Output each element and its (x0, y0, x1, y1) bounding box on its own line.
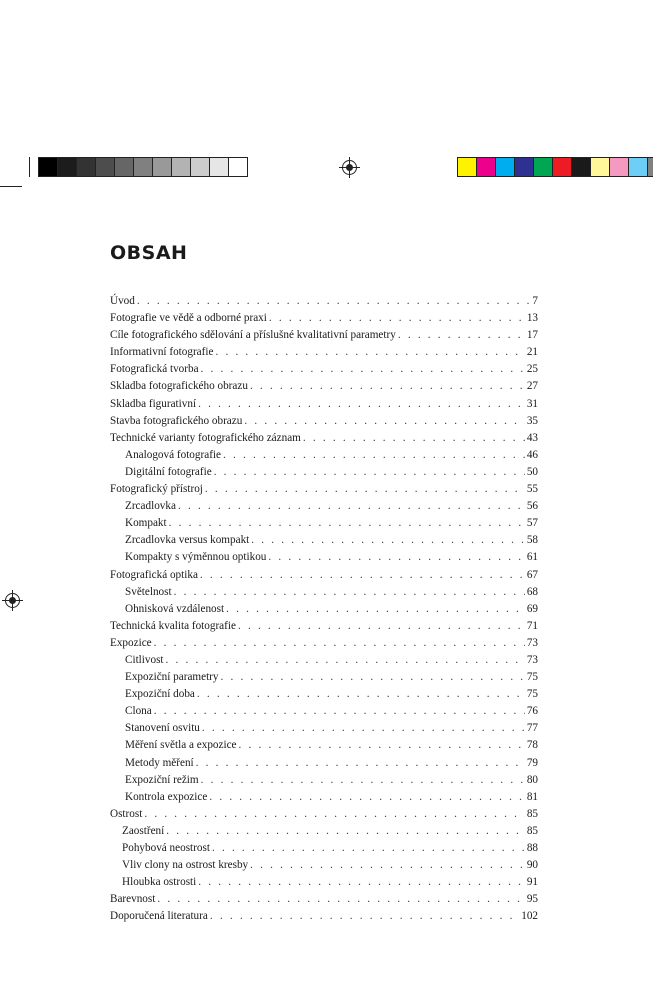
toc-entry (110, 910, 538, 927)
toc-entry (110, 859, 538, 876)
toc-entry-title: Vliv clony na ostrost kresby (122, 859, 249, 872)
toc-leader-dots (154, 705, 525, 717)
toc-entry-title: Měření světla a expozice (125, 739, 237, 752)
toc-entry-title: Technická kvalita fotografie (110, 619, 236, 632)
toc-entry-title: Stanovení osvitu (125, 722, 200, 735)
toc-entry (110, 825, 538, 842)
toc-entry-page: 21 (526, 346, 538, 359)
toc-leader-dots (244, 415, 524, 427)
toc-entry (110, 346, 538, 363)
toc-entry-page: 43 (526, 431, 538, 444)
toc-entry-page: 102 (521, 910, 538, 923)
toc-entry (110, 808, 538, 825)
toc-leader-dots (251, 534, 525, 546)
registration-mark-icon (5, 593, 20, 608)
toc-entry-title: Zrcadlovka versus kompakt (125, 534, 250, 547)
calibration-swatch (514, 157, 534, 177)
toc-leader-dots (201, 363, 525, 375)
toc-entry-page: 76 (526, 705, 538, 718)
toc-leader-dots (200, 569, 525, 581)
toc-leader-dots (174, 586, 525, 598)
toc-entry-title: Světelnost (125, 585, 172, 598)
toc-entry-title: Expoziční doba (125, 688, 195, 701)
toc-entry (110, 398, 538, 415)
toc-entry-title: Zrcadlovka (125, 500, 176, 513)
crop-mark-vertical (29, 157, 30, 177)
toc-leader-dots (166, 654, 525, 666)
toc-entry-page: 58 (526, 534, 538, 547)
toc-leader-dots (223, 449, 525, 461)
toc-leader-dots (226, 603, 525, 615)
toc-entry (110, 329, 538, 346)
toc-entry (110, 757, 538, 774)
toc-entry-page: 25 (526, 363, 538, 376)
toc-entry-title: Zaostření (122, 824, 165, 837)
toc-entry-page: 35 (526, 414, 538, 427)
toc-leader-dots (238, 620, 525, 632)
toc-entry-page: 88 (526, 842, 538, 854)
toc-entry-title: Cíle fotografického sdělování a příslušné kvalitativní parametry (110, 329, 396, 342)
calibration-swatch (476, 157, 496, 177)
calibration-swatch (95, 157, 115, 177)
toc-entry-title: Analogová fotografie (125, 448, 221, 461)
toc-leader-dots (214, 466, 525, 478)
toc-leader-dots (250, 380, 525, 392)
toc-entry-title: Expoziční parametry (125, 671, 219, 684)
calibration-swatch (114, 157, 134, 177)
toc-entry (110, 500, 538, 517)
toc-entry-title: Fotografický přístroj (110, 483, 203, 496)
toc-entry (110, 449, 538, 466)
toc-entry (110, 842, 538, 859)
toc-entry-page: 7 (532, 295, 538, 307)
toc-leader-dots (269, 312, 525, 324)
toc-entry-title: Doporučená literatura (110, 910, 208, 923)
toc-leader-dots (166, 825, 525, 837)
toc-entry (110, 705, 538, 722)
toc-entry-page: 85 (526, 807, 538, 820)
toc-entry-page: 90 (526, 859, 538, 872)
toc-entry (110, 380, 538, 397)
toc-leader-dots (144, 808, 524, 820)
toc-entry-page: 13 (526, 312, 538, 325)
toc-entry-page: 50 (526, 465, 538, 478)
calibration-swatch (571, 157, 591, 177)
toc-leader-dots (197, 688, 525, 700)
toc-entry-page: 85 (526, 824, 538, 837)
toc-leader-dots (398, 329, 525, 341)
calibration-swatch (171, 157, 191, 177)
toc-entry-title: Fotografie ve vědě a odborné praxi (110, 312, 267, 325)
toc-entry-title: Pohybová neostrost (122, 842, 210, 854)
toc-leader-dots (215, 346, 524, 358)
toc-entry (110, 637, 538, 654)
toc-entry-page: 17 (526, 329, 538, 342)
toc-leader-dots (202, 722, 525, 734)
toc-entry (110, 551, 538, 568)
toc-entry (110, 432, 538, 449)
toc-entry-title: Technické varianty fotografického záznam (110, 431, 301, 444)
toc-leader-dots (210, 910, 519, 922)
toc-entry-page: 73 (526, 653, 538, 666)
calibration-swatch (228, 157, 248, 177)
toc-entry-page: 55 (526, 483, 538, 496)
toc-entry (110, 586, 538, 603)
calibration-swatch (457, 157, 477, 177)
toc-entry-page: 61 (526, 551, 538, 564)
toc-entry (110, 534, 538, 551)
toc-entry-title: Hloubka ostrosti (122, 876, 197, 889)
toc-entry-title: Expoziční režim (125, 773, 199, 786)
toc-entry-title: Digitální fotografie (125, 465, 212, 478)
toc-leader-dots (239, 739, 525, 751)
toc-entry-title: Ostrost (110, 807, 143, 820)
toc-leader-dots (250, 859, 525, 871)
toc-entry-page: 95 (526, 893, 538, 906)
toc-entry-page: 78 (526, 739, 538, 752)
toc-entry-page: 75 (526, 671, 538, 684)
toc-entry-page: 69 (526, 602, 538, 615)
toc-entry-title: Barevnost (110, 893, 156, 906)
toc-entry-title: Ohnisková vzdálenost (125, 602, 225, 615)
table-of-contents (110, 295, 538, 927)
toc-entry-title: Fotografická tvorba (110, 363, 199, 376)
calibration-swatch (133, 157, 153, 177)
toc-entry (110, 791, 538, 808)
page-title: OBSAH (110, 242, 188, 264)
toc-entry (110, 415, 538, 432)
toc-entry (110, 312, 538, 329)
toc-entry-title: Expozice (110, 636, 152, 649)
calibration-swatch (647, 157, 653, 177)
toc-entry (110, 295, 538, 312)
toc-entry-title: Skladba figurativní (110, 397, 197, 410)
toc-leader-dots (205, 483, 525, 495)
calibration-swatch (57, 157, 77, 177)
calibration-swatch (38, 157, 58, 177)
toc-leader-dots (212, 842, 525, 854)
toc-entry-page: 79 (526, 756, 538, 769)
toc-leader-dots (178, 500, 525, 512)
toc-entry-title: Stavba fotografického obrazu (110, 414, 243, 427)
toc-entry-page: 77 (526, 722, 538, 735)
toc-entry-title: Kompakt (125, 517, 167, 530)
toc-entry-title: Skladba fotografického obrazu (110, 380, 248, 393)
toc-entry-page: 80 (526, 773, 538, 786)
toc-entry-title: Kompakty s výměnnou optikou (125, 551, 267, 564)
toc-entry (110, 620, 538, 637)
calibration-swatch (152, 157, 172, 177)
toc-entry-page: 73 (526, 636, 538, 649)
calibration-swatch (590, 157, 610, 177)
toc-entry (110, 363, 538, 380)
toc-leader-dots (169, 517, 525, 529)
toc-entry-page: 46 (526, 448, 538, 461)
toc-entry (110, 688, 538, 705)
calibration-swatch (533, 157, 553, 177)
calibration-swatch (76, 157, 96, 177)
toc-entry-title: Fotografická optika (110, 568, 198, 581)
toc-entry (110, 876, 538, 893)
toc-leader-dots (209, 791, 524, 803)
toc-entry-page: 67 (526, 568, 538, 581)
calibration-swatch (190, 157, 210, 177)
toc-entry-page: 75 (526, 688, 538, 701)
crop-mark-horizontal (0, 186, 22, 187)
toc-entry (110, 671, 538, 688)
grayscale-calibration-strip (38, 157, 247, 177)
toc-entry-title: Metody měření (125, 756, 194, 769)
toc-leader-dots (157, 893, 524, 905)
calibration-swatch (495, 157, 515, 177)
toc-leader-dots (154, 637, 525, 649)
toc-leader-dots (196, 757, 525, 769)
toc-leader-dots (201, 774, 525, 786)
toc-leader-dots (268, 551, 524, 563)
toc-entry (110, 466, 538, 483)
toc-leader-dots (303, 432, 525, 444)
toc-entry (110, 483, 538, 500)
toc-entry (110, 722, 538, 739)
toc-entry-title: Clona (125, 705, 152, 718)
calibration-swatch (609, 157, 629, 177)
toc-entry (110, 517, 538, 534)
toc-entry-page: 27 (526, 380, 538, 393)
registration-mark-icon (342, 160, 357, 175)
toc-entry-page: 71 (526, 619, 538, 632)
toc-entry-title: Informativní fotografie (110, 346, 214, 359)
calibration-swatch (552, 157, 572, 177)
toc-entry-page: 57 (526, 517, 538, 530)
calibration-swatch (209, 157, 229, 177)
calibration-swatch (628, 157, 648, 177)
toc-entry-page: 68 (526, 585, 538, 598)
toc-entry (110, 603, 538, 620)
toc-entry (110, 654, 538, 671)
toc-entry (110, 569, 538, 586)
toc-entry-title: Úvod (110, 295, 135, 307)
toc-entry-page: 81 (526, 790, 538, 803)
toc-leader-dots (137, 295, 531, 307)
toc-leader-dots (198, 398, 525, 410)
toc-leader-dots (221, 671, 525, 683)
toc-entry-page: 56 (526, 500, 538, 513)
toc-entry (110, 739, 538, 756)
toc-entry (110, 893, 538, 910)
color-calibration-strip (457, 157, 653, 177)
toc-entry-page: 31 (526, 397, 538, 410)
toc-leader-dots (198, 876, 525, 888)
toc-entry-page: 91 (526, 876, 538, 889)
toc-entry-title: Kontrola expozice (125, 790, 208, 803)
toc-entry (110, 774, 538, 791)
toc-entry-title: Citlivost (125, 653, 164, 666)
